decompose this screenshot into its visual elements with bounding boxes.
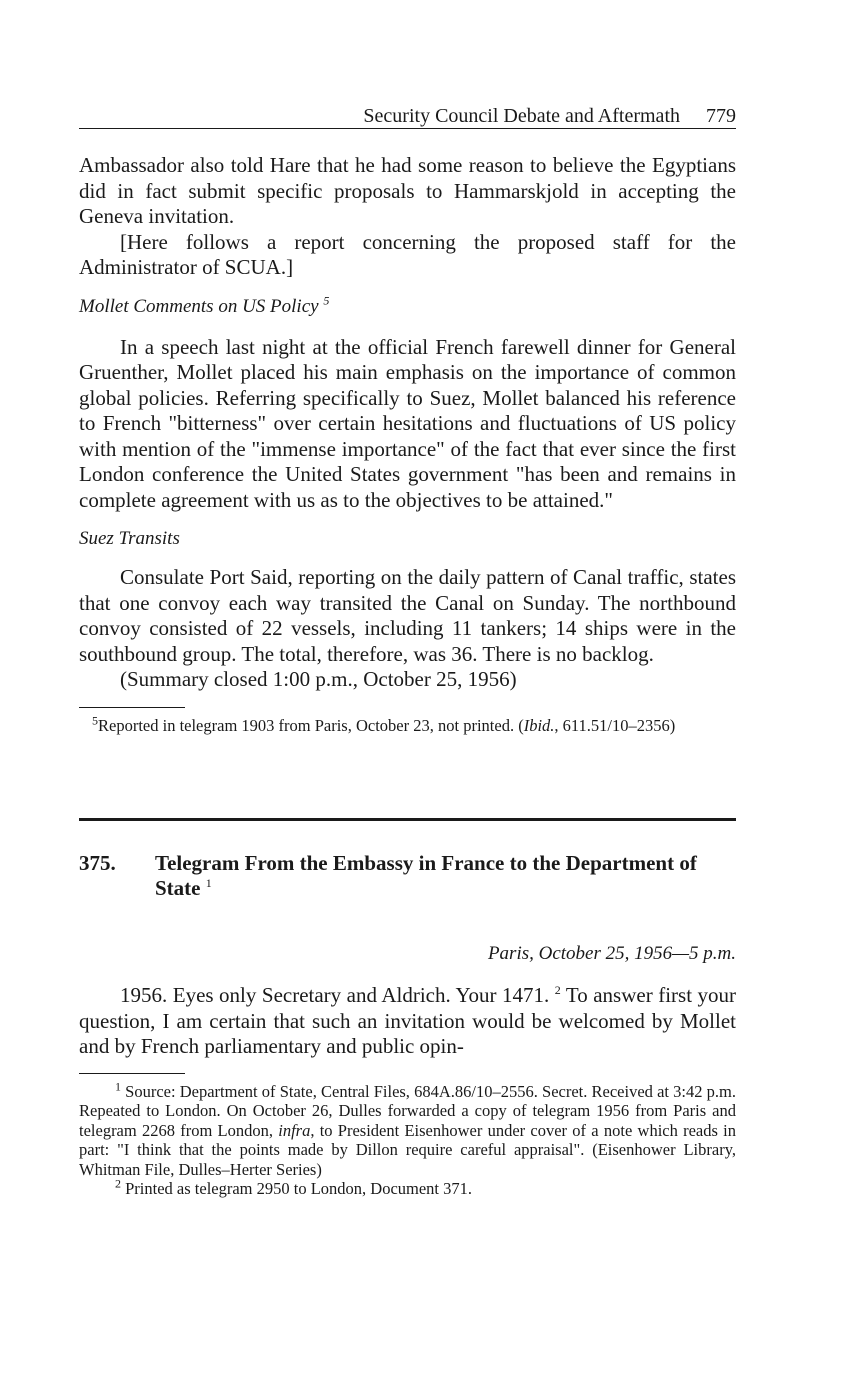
footnote-1-mark: 1: [115, 1079, 121, 1093]
document-heading: [79, 851, 736, 901]
footnote-1-text-after: , to President Eisenhower under cover of a note which reads in part: "I think that the points made by Dillon require careful appraisal". (Eisenhower Library, Whitman File, Dulles–Herter Series): [79, 1120, 736, 1179]
footnote-ref-2: 2: [554, 983, 561, 997]
footnote-5-ibid: Ibid.: [523, 715, 555, 735]
paragraph-mollet: In a speech last night at the official French farewell dinner for General Gruenther, Mollet placed his main emphasis on the importance of common global policies. Referring specifically to Suez, Mollet balanced his reference to French "bitterness" over certain hesitations and fluctuations of US policy with mention of the "immense importance" of the fact that ever since the first London conference the United States government "has been and remains in complete agreement with us as to the objectives to be attained.": [79, 334, 736, 512]
footnote-1: [79, 1079, 736, 1180]
telegram-body-rest: To answer first your question, I am certain that such an invitation would be welcomed by Mollet and by French parliamentary and public opin-: [79, 983, 737, 1058]
paragraph-ambassador: Ambassador also told Hare that he had some reason to believe the Egyptians did in fact submit specific proposals to Hammarskjold in accepting the Geneva invitation.: [79, 153, 736, 228]
running-head-title: Security Council Debate and Aftermath: [363, 105, 680, 127]
paragraph-scua-note: [Here follows a report concerning the proposed staff for the Administrator of SCUA.]: [79, 229, 736, 279]
document-number: 375.: [79, 851, 116, 875]
footnote-5: [79, 713, 736, 736]
section-heading-mollet: [79, 295, 736, 319]
footnote-5-text-before: Reported in telegram 1903 from Paris, October 23, not printed. (: [98, 715, 524, 735]
footnote-ref-1: 1: [205, 876, 212, 890]
telegram-body-start: 1956. Eyes only Secretary and Aldrich. Your 1471.: [120, 983, 550, 1007]
footnote-2-mark: 2: [115, 1176, 121, 1191]
paragraph-summary-closed: (Summary closed 1:00 p.m., October 25, 1956): [120, 667, 517, 691]
running-head: [79, 104, 736, 129]
footnote-1-text-before: Source: Department of State, Central Files, 684A.86/10–2556. Secret. Received at 3:42 p.m. Repeated to London. On October 26, Dulles forwarded a copy of telegram 1956 from Paris and telegram 2268 from London,: [79, 1081, 736, 1140]
section-heading-suez: Suez Transits: [79, 528, 180, 549]
footnote-2-text: Printed as telegram 2950 to London, Document 371.: [125, 1179, 473, 1198]
footnote-5-mark: 5: [92, 713, 98, 727]
paragraph-telegram-body: [79, 983, 736, 1060]
page: [79, 104, 736, 1199]
section-heading-mollet-text: Mollet Comments on US Policy: [79, 295, 319, 317]
dateline: Paris, October 25, 1956—5 p.m.: [487, 943, 736, 964]
footnote-1-infra: infra: [278, 1120, 311, 1140]
footnote-5-text-after: , 611.51/10–2356): [554, 715, 676, 735]
page-number: 779: [706, 105, 736, 127]
document-title-wrap: [155, 851, 736, 901]
footnote-2: [79, 1176, 736, 1199]
document-title: Telegram From the Embassy in France to the Department of State: [155, 851, 697, 900]
paragraph-suez: Consulate Port Said, reporting on the daily pattern of Canal traffic, states that one convoy each way transited the Canal on Sunday. The northbound convoy consisted of 22 vessels, including 11 tankers; 14 ships were in the southbound group. The total, therefore, was 36. There is no backlog.: [79, 565, 736, 666]
footnote-ref-5: 5: [323, 293, 330, 308]
